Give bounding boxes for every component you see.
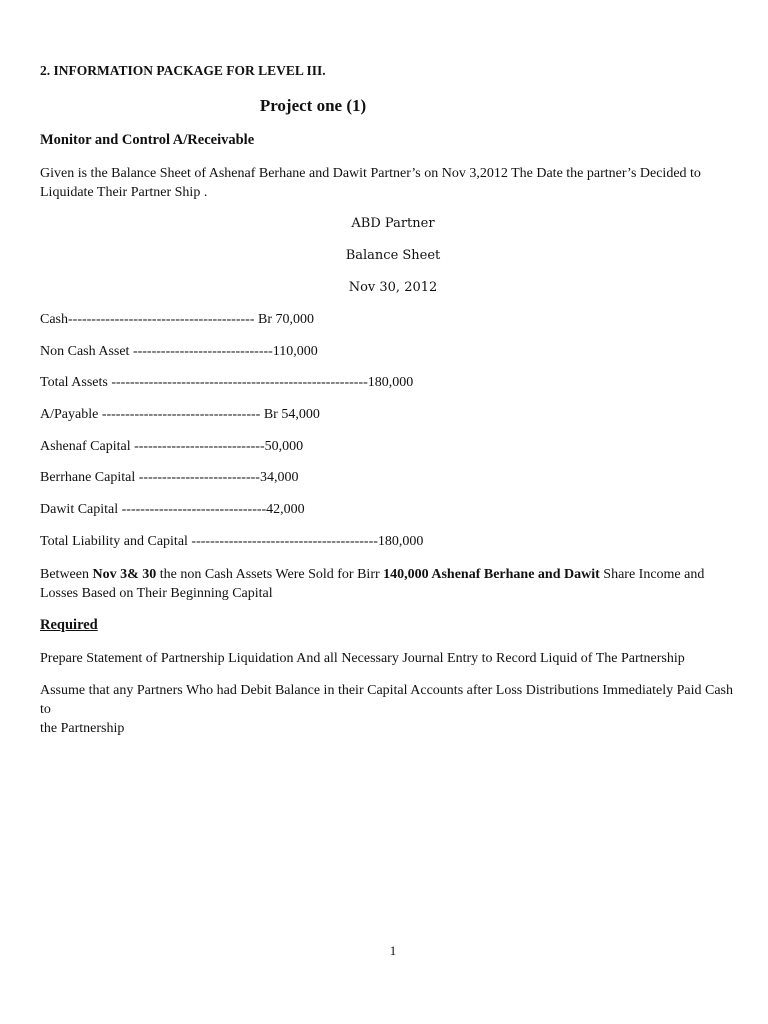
sale-paragraph (40, 565, 740, 603)
project-title: Project one (1) (259, 96, 367, 115)
statement-title: Balance Sheet (345, 248, 441, 263)
page-number: 1 (389, 943, 397, 958)
sale-amount-partners: 140,000 Ashenaf Berhane and Dawit (383, 567, 600, 582)
bs-line-total-liability-capital: Total Liability and Capital ----------------------------------------180,000 (40, 534, 424, 549)
bs-line-payable: A/Payable ---------------------------------- Br 54,000 (40, 407, 320, 422)
subheading: Monitor and Control A/Receivable (40, 132, 255, 148)
bs-line-dawit-capital: Dawit Capital -------------------------------42,000 (40, 502, 305, 517)
prepare-instruction: Prepare Statement of Partnership Liquidation And all Necessary Journal Entry to Record Liquid of The Partnership (40, 651, 685, 666)
assume-paragraph (40, 681, 740, 738)
bs-line-berrhane-capital: Berrhane Capital --------------------------34,000 (40, 470, 299, 485)
intro-paragraph (40, 164, 740, 202)
bs-line-ashenaf-capital: Ashenaf Capital ----------------------------50,000 (40, 439, 304, 454)
sale-line-2: Losses Based on Their Beginning Capital (40, 586, 273, 601)
bs-line-non-cash-asset: Non Cash Asset ------------------------------110,000 (40, 344, 318, 359)
section-heading: 2. INFORMATION PACKAGE FOR LEVEL III. (40, 63, 326, 78)
bs-line-cash: Cash---------------------------------------- Br 70,000 (40, 312, 314, 327)
sale-line-1: Between Nov 3& 30 the non Cash Assets Were Sold for Birr 140,000 Ashenaf Berhane and Dawit Share Income and (40, 567, 705, 582)
assume-line-2: the Partnership (40, 721, 125, 736)
intro-line-1: Given is the Balance Sheet of Ashenaf Berhane and Dawit Partner’s on Nov 3,2012 The Date the partner’s Decided to (40, 166, 701, 181)
required-heading: Required (40, 617, 98, 633)
statement-date: Nov 30, 2012 (348, 280, 438, 295)
company-name: ABD Partner (351, 216, 435, 231)
assume-line-1: Assume that any Partners Who had Debit Balance in their Capital Accounts after Loss Distributions Immediately Paid Cash to (40, 683, 733, 717)
bs-line-total-assets: Total Assets -------------------------------------------------------180,000 (40, 375, 414, 390)
date-range: Nov 3& 30 (92, 567, 157, 582)
intro-line-2: Liquidate Their Partner Ship . (40, 185, 208, 200)
